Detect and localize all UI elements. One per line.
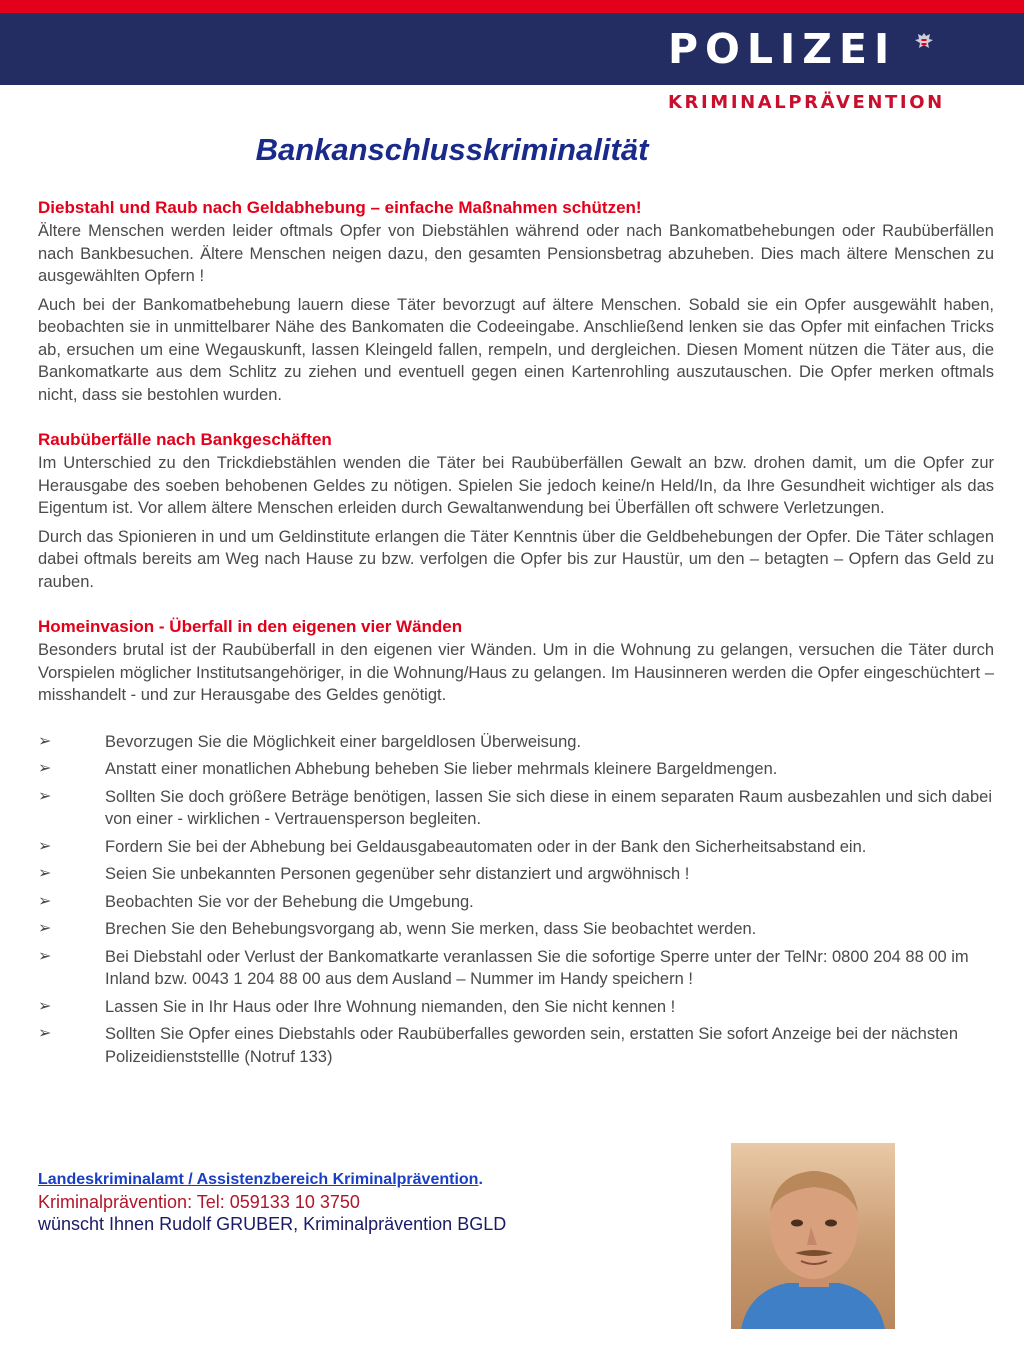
phone-line: Kriminalprävention: Tel: 059133 10 3750 xyxy=(38,1192,360,1212)
list-item xyxy=(38,786,994,831)
arrowhead-bullet-icon: ➢ xyxy=(38,837,52,855)
arrowhead-bullet-icon: ➢ xyxy=(38,732,52,750)
tips-list xyxy=(38,731,994,1069)
page-title: Bankanschlusskriminalität xyxy=(255,132,649,167)
link-suffix: . xyxy=(478,1171,483,1188)
section-heading-homeinvasion: Homeinvasion - Überfall in den eigenen vier Wänden xyxy=(38,617,463,636)
paragraph: Durch das Spionieren in und um Geldinstitute erlangen die Täter Kenntnis über die Geldbehebungen der Opfer. Die Täter schlagen dabei oftmals bereits am Weg nach Hause zu bzw. verfolgen die Opfer bis zur Haustür, um den – betagten – Opfern das Geld zu rauben. xyxy=(38,527,994,591)
portrait-photo xyxy=(731,1143,895,1329)
list-item-text: Beobachten Sie vor der Behebung die Umgebung. xyxy=(105,892,474,911)
paragraph: Besonders brutal ist der Raubüberfall in den eigenen vier Wänden. Um in die Wohnung zu gelangen, versuchen die Täter durch Vorspielen möglicher Institutsangehöriger, in die Wohnung/Haus zu gelangen. Im Hausinneren werden die Opfer eingeschüchtert – misshandelt - und zur Herausgabe des Geldes genötigt. xyxy=(38,641,994,704)
brand-subtitle: KRIMINALPRÄVENTION xyxy=(668,92,945,113)
list-item xyxy=(38,758,994,781)
section-heading-robbery: Raubüberfälle nach Bankgeschäften xyxy=(38,430,332,449)
list-item-text: Sollten Sie doch größere Beträge benötigen, lassen Sie sich diese in einem separaten Raum ausbezahlen und sich dabei von einer - wirklichen - Vertrauensperson begleiten. xyxy=(105,787,992,828)
list-item xyxy=(38,891,994,914)
signature-line: wünscht Ihnen Rudolf GRUBER, Kriminalprävention BGLD xyxy=(38,1214,507,1234)
arrowhead-bullet-icon: ➢ xyxy=(38,760,52,777)
list-item xyxy=(38,946,994,991)
list-item xyxy=(38,1023,994,1068)
list-item-text: Bevorzugen Sie die Möglichkeit einer bargeldlosen Überweisung. xyxy=(105,732,582,751)
brand-logo-text: POLIZEI xyxy=(668,25,897,73)
list-item xyxy=(38,996,994,1019)
header-red-stripe xyxy=(0,0,1024,13)
arrowhead-bullet-icon: ➢ xyxy=(38,920,52,937)
paragraph: Im Unterschied zu den Trickdiebstählen wenden die Täter bei Raubüberfällen Gewalt an bzw. drohen damit, um die Opfer zur Herausgabe des soeben behobenen Geldes zu nötigen. Spielen Sie jedoch keine/n Held/In, da Ihre Gesundheit wichtiger als das Eigentum ist. Vor allem ältere Menschen erleiden durch Gewaltanwendung bei Überfällen oft schwere Verletzungen. xyxy=(38,454,994,517)
list-item-text: Sollten Sie Opfer eines Diebstahls oder Raubüberfalles geworden sein, erstatten Sie sofort Anzeige bei der nächsten Polizeidienststellle (Notruf 133) xyxy=(105,1025,959,1066)
list-item xyxy=(38,731,994,754)
arrowhead-bullet-icon: ➢ xyxy=(38,865,52,882)
list-item-text: Lassen Sie in Ihr Haus oder Ihre Wohnung niemanden, den Sie nicht kennen ! xyxy=(105,997,676,1016)
arrowhead-bullet-icon: ➢ xyxy=(38,892,52,910)
portrait-illustration xyxy=(731,1143,895,1329)
list-item-text: Fordern Sie bei der Abhebung bei Geldausgabeautomaten oder in der Bank den Sicherheitsabstand ein. xyxy=(105,837,867,856)
paragraph: Auch bei der Bankomatbehebung lauern diese Täter bevorzugt auf ältere Menschen. Sobald sie ein Opfer ausgewählt haben, beobachten sie in unmittelbarer Nähe des Bankomaten die Codeeingabe. Anschließend lenken sie das Opfer mit einfachen Tricks ab, ersuchen um eine Wegauskunft, lassen Kleingeld fallen, rempeln, und dergleichen. Diesen Moment nützen die Täter aus, die Bankomatkarte aus dem Schlitz zu ziehen und eventuell gegen einen Kartenrohling auszutauschen. Die Opfer merken oftmals nicht, dass sie bestohlen wurden. xyxy=(38,295,994,404)
paragraph: Ältere Menschen werden leider oftmals Opfer von Diebstählen während oder nach Bankomatbehebungen oder Raubüberfällen nach Bankbesuchen. Ältere Menschen neigen dazu, den gesamten Pensionsbetrag abzuheben. Dies mach ältere Menschen zu ausgewählten Opfern ! xyxy=(38,222,994,285)
arrowhead-bullet-icon: ➢ xyxy=(38,997,52,1015)
section-heading-theft: Diebstahl und Raub nach Geldabhebung – einfache Maßnahmen schützen! xyxy=(38,198,642,217)
list-item xyxy=(38,863,994,886)
arrowhead-bullet-icon: ➢ xyxy=(38,1025,52,1042)
list-item-text: Bei Diebstahl oder Verlust der Bankomatkarte veranlassen Sie die sofortige Sperre unter der TelNr: 0800 204 88 00 im Inland bzw. 0043 1 204 88 00 aus dem Ausland – Nummer im Handy speichern ! xyxy=(105,947,969,988)
document-body xyxy=(38,196,994,1073)
office-link[interactable]: Landeskriminalamt / Assistenzbereich Kriminalprävention xyxy=(38,1171,479,1188)
list-item-text: Seien Sie unbekannten Personen gegenüber sehr distanziert und argwöhnisch ! xyxy=(105,865,690,883)
arrowhead-bullet-icon: ➢ xyxy=(38,787,52,805)
list-item xyxy=(38,918,994,941)
list-item xyxy=(38,836,994,859)
arrowhead-bullet-icon: ➢ xyxy=(38,947,52,965)
footer-contact xyxy=(38,1169,718,1235)
list-item-text: Anstatt einer monatlichen Abhebung beheben Sie lieber mehrmals kleinere Bargeldmengen. xyxy=(105,760,778,778)
austrian-eagle-icon xyxy=(912,30,936,54)
list-item-text: Brechen Sie den Behebungsvorgang ab, wenn Sie merken, dass Sie beobachtet werden. xyxy=(105,920,757,938)
